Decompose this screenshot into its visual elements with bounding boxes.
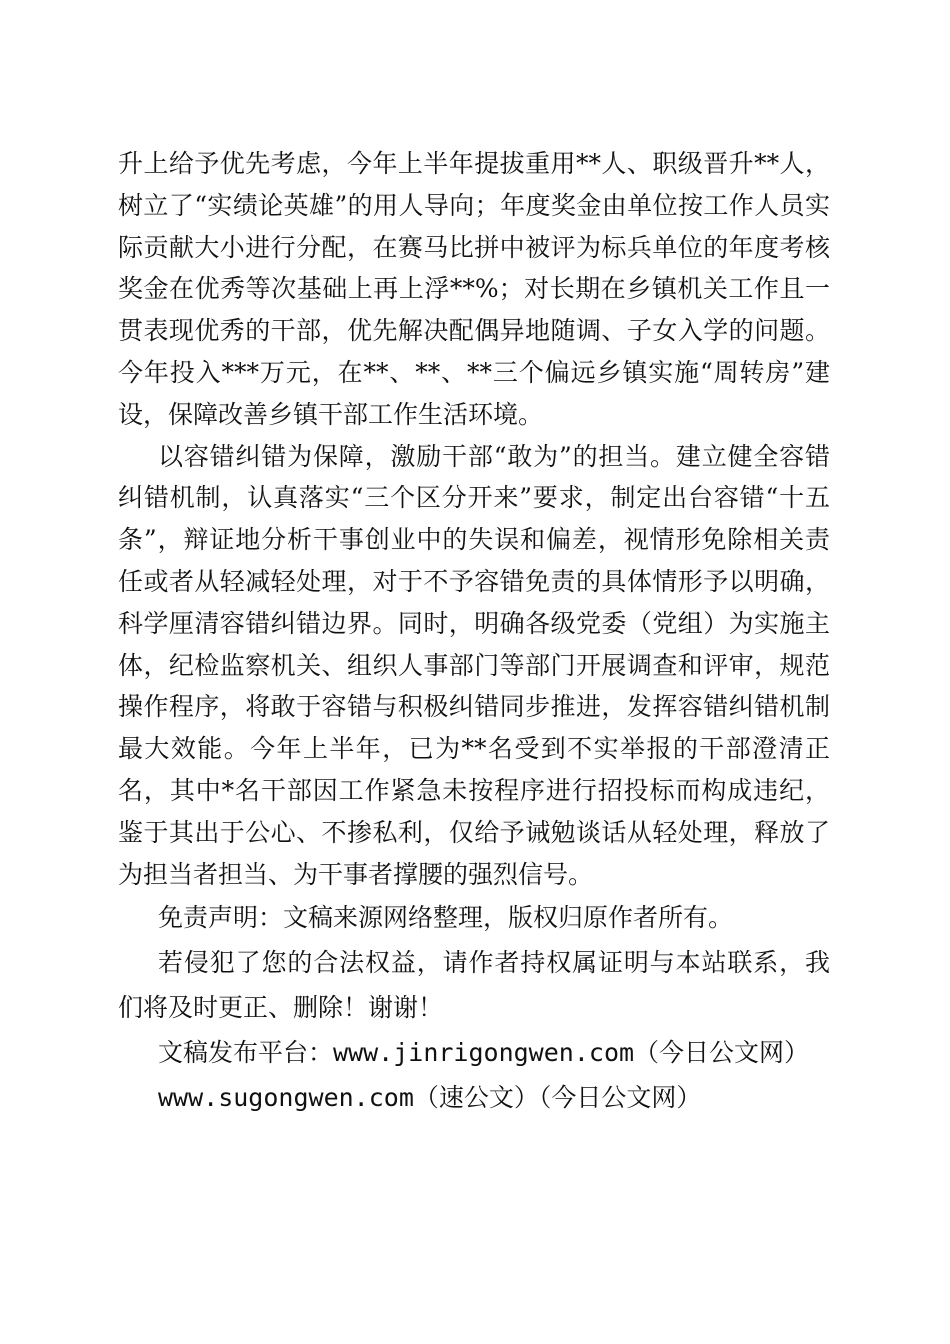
platform-line xyxy=(118,1030,830,1075)
platform-url[interactable]: www.jinrigongwen.com xyxy=(333,1038,635,1068)
secondary-platform-name: （速公文）（今日公文网） xyxy=(413,1083,702,1113)
disclaimer-contact-line: 若侵犯了您的合法权益，请作者持权属证明与本站联系，我们将及时更正、删除！谢谢！ xyxy=(118,948,830,1023)
paragraph-incentives: 升上给予优先考虑，今年上半年提拔重用**人、职级晋升**人，树立了“实绩论英雄”的用人导向；年度奖金由单位按工作人员实际贡献大小进行分配，在赛马比拼中被评为标兵单位的年度考核奖金在优秀等次基础上再上浮**%；对长期在乡镇机关工作且一贯表现优秀的干部，优先解决配偶异地随调、子女入学的问题。今年投入***万元，在**、**、**三个偏远乡镇实施“周转房”建设，保障改善乡镇干部工作生活环境。 xyxy=(118,149,830,429)
secondary-platform-line xyxy=(118,1075,830,1120)
document-body xyxy=(118,143,830,1120)
paragraph-error-tolerance: 以容错纠错为保障，激励干部“敢为”的担当。建立健全容错纠错机制，认真落实“三个区分开来”要求，制定出台容错“十五条”，辩证地分析干事创业中的失误和偏差，视情形免除相关责任或者从轻减轻处理，对于不予容错免责的具体情形予以明确，科学厘清容错纠错边界。同时，明确各级党委（党组）为实施主体，纪检监察机关、组织人事部门等部门开展调查和评审，规范操作程序，将敢于容错与积极纠错同步推进，发挥容错纠错机制最大效能。今年上半年，已为**名受到不实举报的干部澄清正名，其中*名干部因工作紧急未按程序进行招投标而构成违纪，鉴于其出于公心、不掺私利，仅给予诫勉谈话从轻处理，释放了为担当者担当、为干事者撑腰的强烈信号。 xyxy=(118,441,830,889)
secondary-platform-url[interactable]: www.sugongwen.com xyxy=(158,1083,414,1113)
disclaimer-line: 免责声明：文稿来源网络整理，版权归原作者所有。 xyxy=(158,903,734,933)
platform-label: 文稿发布平台： xyxy=(158,1038,334,1068)
platform-name: （今日公文网） xyxy=(634,1038,810,1068)
